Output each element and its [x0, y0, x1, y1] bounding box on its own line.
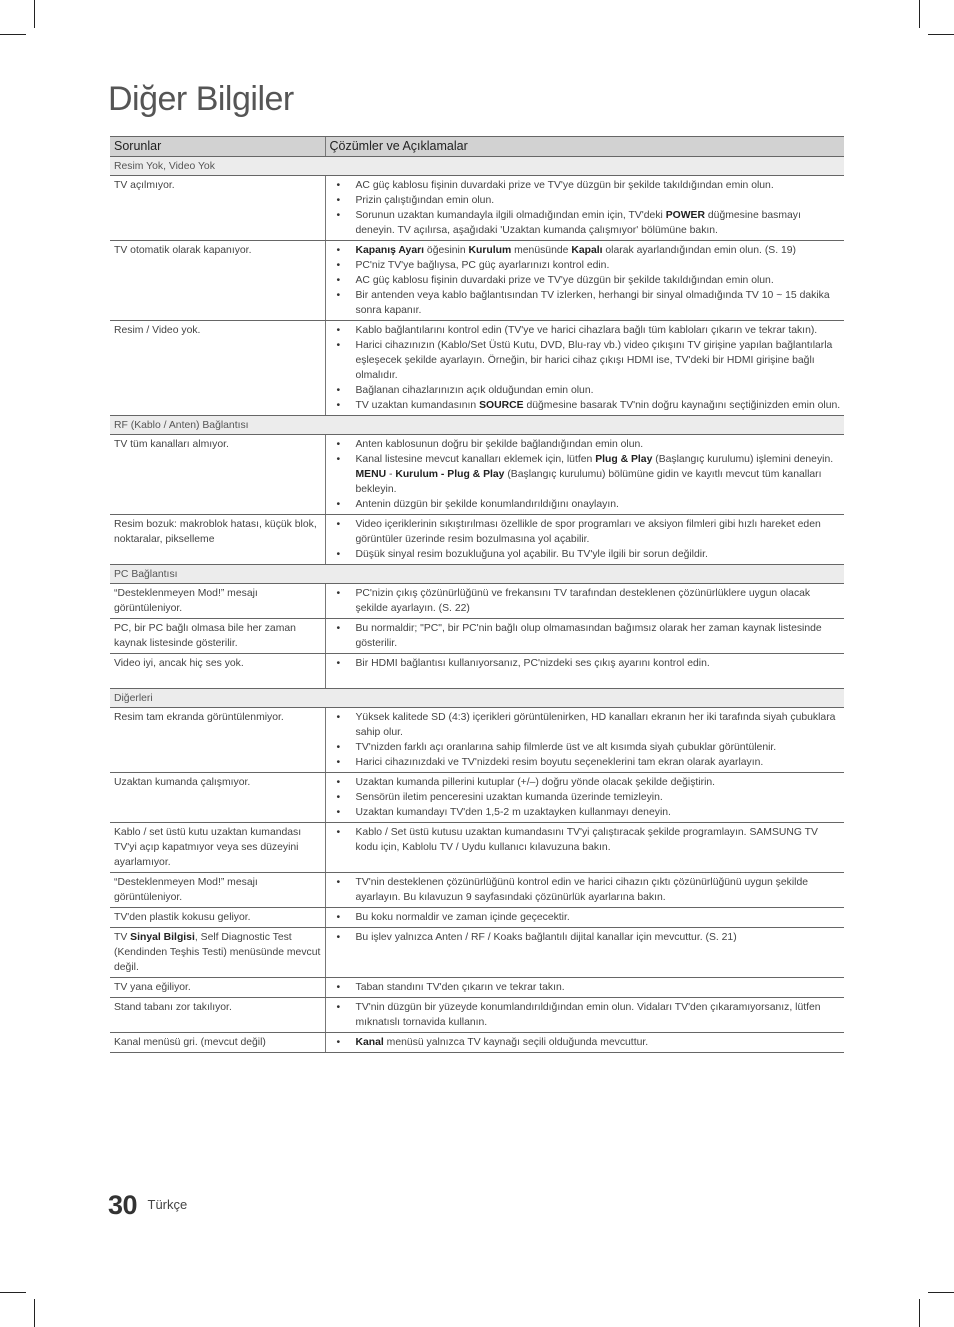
solution-item: • Video içeriklerinin sıkıştırılması özellikle de spor programları ve aksiyon filmleri gibi hızlı hareket eden görüntüler üzerinde resim bozulmasına yol açabilir.: [326, 517, 843, 547]
table-row: [110, 619, 844, 654]
table-header-row: [110, 137, 844, 157]
page-language: Türkçe: [147, 1197, 188, 1212]
problem-cell: TV otomatik olarak kapanıyor.: [110, 241, 325, 321]
problem-cell: Video iyi, ancak hiç ses yok.: [110, 654, 325, 689]
problem-cell: “Desteklenmeyen Mod!” mesajı görüntüleniyor.: [110, 584, 325, 619]
solution-item: • Bu koku normaldir ve zaman içinde geçecektir.: [326, 910, 843, 925]
solution-item: • Harici cihazınızın (Kablo/Set Üstü Kutu, DVD, Blu-ray vb.) video çıkışını TV girişine yapılan bağlantılarla eşleşecek şekilde ayarlayın. Örneğin, bir harici cihaz çıkışı HDMI ise, TV'deki bir HDMI girişine bağlı olmalıdır.: [326, 338, 843, 383]
table-row: [110, 176, 844, 241]
bold-term: POWER: [665, 210, 705, 221]
solution-list: [326, 825, 843, 855]
crop-mark: [0, 34, 26, 35]
solutions-cell: [325, 654, 844, 689]
problem-cell: Resim tam ekranda görüntülenmiyor.: [110, 708, 325, 773]
solution-list: [326, 243, 843, 318]
solutions-cell: [325, 321, 844, 416]
bold-term: Sinyal Bilgisi: [130, 932, 195, 943]
solution-list: [326, 621, 843, 651]
solution-item: • Kablo bağlantılarını kontrol edin (TV'ye ve harici cihazlara bağlı tüm kabloları çıkarın ve tekrar takın).: [326, 323, 843, 338]
solution-item: • TV uzaktan kumandasının SOURCE düğmesine basarak TV'nin doğru kaynağını seçtiğinizden emin olun.: [326, 398, 843, 413]
solution-item: • Antenin düzgün bir şekilde konumlandırıldığını onaylayın.: [326, 497, 843, 512]
table-row: [110, 773, 844, 823]
solutions-cell: [325, 241, 844, 321]
solutions-cell: [325, 873, 844, 908]
solutions-cell: [325, 515, 844, 565]
page-footer: [108, 1190, 187, 1221]
bold-term: Plug & Play: [595, 454, 653, 465]
table-row: [110, 908, 844, 928]
solution-list: [326, 875, 843, 905]
solution-item: • Düşük sinyal resim bozukluğuna yol açabilir. Bu TV'yle ilgili bir sorun değildir.: [326, 547, 843, 562]
solution-item: • Uzaktan kumandayı TV'den 1,5-2 m uzaktayken kullanmayı deneyin.: [326, 805, 843, 820]
solution-item: • TV'nin desteklenen çözünürlüğünü kontrol edin ve harici cihazın çıktı çözünürlüğünü uygun şekilde ayarlayın. Bu kılavuzun 9 sayfasındaki çözünürlük ayarlarına bakın.: [326, 875, 843, 905]
solution-item: • Kapanış Ayarı öğesinin Kurulum menüsünde Kapalı olarak ayarlandığından emin olun. (S. 19): [326, 243, 843, 258]
table-body: [110, 157, 844, 1053]
solution-list: [326, 323, 843, 413]
bold-term: Kapanış Ayarı: [355, 245, 425, 256]
crop-mark: [0, 1292, 26, 1293]
solution-list: [326, 586, 843, 616]
solutions-cell: [325, 619, 844, 654]
bold-term: Kanal: [355, 1037, 384, 1048]
bold-term: Kapalı: [571, 245, 603, 256]
solution-list: [326, 517, 843, 562]
solutions-cell: [325, 435, 844, 515]
solution-item: • TV'nizden farklı açı oranlarına sahip filmlerde üst ve alt kısımda siyah çubuklar görüntülenir.: [326, 740, 843, 755]
solution-list: [326, 656, 843, 671]
problem-cell: PC, bir PC bağlı olmasa bile her zaman kaynak listesinde gösterilir.: [110, 619, 325, 654]
problem-cell: TV Sinyal Bilgisi, Self Diagnostic Test (Kendinden Teşhis Testi) menüsünde mevcut değil.: [110, 928, 325, 978]
table-row: [110, 928, 844, 978]
bold-term: Kurulum - Plug & Play: [395, 469, 505, 480]
solution-list: [326, 910, 843, 925]
bold-term: Kurulum: [468, 245, 512, 256]
solution-list: [326, 710, 843, 770]
solution-item: • Bu işlev yalnızca Anten / RF / Koaks bağlantılı dijital kanallar için mevcuttur. (S. 21): [326, 930, 843, 945]
table-row: [110, 1033, 844, 1053]
problem-cell: “Desteklenmeyen Mod!” mesajı görüntüleniyor.: [110, 873, 325, 908]
problem-cell: Kablo / set üstü kutu uzaktan kumandası TV'yi açıp kapatmıyor veya ses düzeyini ayarlamıyor.: [110, 823, 325, 873]
solution-item: • Sensörün iletim penceresini uzaktan kumanda üzerinde temizleyin.: [326, 790, 843, 805]
solution-item: • Bağlanan cihazlarınızın açık olduğundan emin olun.: [326, 383, 843, 398]
solution-item: • Yüksek kalitede SD (4:3) içerikleri görüntülenirken, HD kanalları ekranın her iki tarafında siyah çubuklara sahip olur.: [326, 710, 843, 740]
solution-list: [326, 930, 843, 945]
crop-mark: [34, 0, 35, 28]
table-row: [110, 584, 844, 619]
section-row: [110, 565, 844, 584]
solution-item: • AC güç kablosu fişinin duvardaki prize ve TV'ye düzgün bir şekilde takıldığından emin olun.: [326, 273, 843, 288]
bold-term: MENU: [355, 469, 387, 480]
problem-cell: Resim bozuk: makroblok hatası, küçük blok, noktaralar, pikselleme: [110, 515, 325, 565]
solution-item: • Kanal menüsü yalnızca TV kaynağı seçili olduğunda mevcuttur.: [326, 1035, 843, 1050]
crop-mark: [928, 1292, 954, 1293]
solution-item: • Uzaktan kumanda pillerini kutuplar (+/–) doğru yönde olacak şekilde değiştirin.: [326, 775, 843, 790]
solution-list: [326, 1000, 843, 1030]
crop-mark: [928, 34, 954, 35]
solution-item: • Prizin çalıştığından emin olun.: [326, 193, 843, 208]
solutions-cell: [325, 176, 844, 241]
solution-item: • Anten kablosunun doğru bir şekilde bağlandığından emin olun.: [326, 437, 843, 452]
solution-item: • TV'nin düzgün bir yüzeyde konumlandırıldığından emin olun. Vidaları TV'den çıkaramıyorsanız, lütfen mıknatıslı tornavida kullanın.: [326, 1000, 843, 1030]
problem-cell: Uzaktan kumanda çalışmıyor.: [110, 773, 325, 823]
solution-item: • Sorunun uzaktan kumandayla ilgili olmadığından emin için, TV'deki POWER düğmesine basmayı deneyin. TV açılırsa, aşağıdaki 'Uzaktan kumanda çalışmıyor' bölümüne bakın.: [326, 208, 843, 238]
table-row: [110, 515, 844, 565]
section-label: PC Bağlantısı: [110, 565, 844, 584]
crop-mark: [919, 1299, 920, 1327]
crop-mark: [34, 1299, 35, 1327]
problem-cell: TV'den plastik kokusu geliyor.: [110, 908, 325, 928]
problem-cell: TV açılmıyor.: [110, 176, 325, 241]
header-problems: Sorunlar: [110, 137, 325, 157]
section-row: [110, 416, 844, 435]
table-row: [110, 978, 844, 998]
page-title: Diğer Bilgiler: [108, 80, 294, 118]
table-row: [110, 998, 844, 1033]
solution-item: • PC'nizin çıkış çözünürlüğünü ve frekansını TV tarafından desteklenen çözünürlüklere uygun olacak şekilde ayarlayın. (S. 22): [326, 586, 843, 616]
problem-cell: TV tüm kanalları almıyor.: [110, 435, 325, 515]
bold-term: SOURCE: [479, 400, 524, 411]
solutions-cell: [325, 1033, 844, 1053]
problem-cell: Kanal menüsü gri. (mevcut değil): [110, 1033, 325, 1053]
header-solutions: Çözümler ve Açıklamalar: [325, 137, 844, 157]
solutions-cell: [325, 928, 844, 978]
section-row: [110, 157, 844, 176]
solutions-cell: [325, 978, 844, 998]
solutions-cell: [325, 998, 844, 1033]
table-row: [110, 823, 844, 873]
table-row: [110, 708, 844, 773]
solution-list: [326, 437, 843, 512]
solutions-cell: [325, 584, 844, 619]
solutions-cell: [325, 908, 844, 928]
solution-item: • Bir antenden veya kablo bağlantısından TV izlerken, herhangi bir sinyal olmadığında TV 10 ~ 15 dakika sonra kapanır.: [326, 288, 843, 318]
solution-item: • Bu normaldir; "PC", bir PC'nin bağlı olup olmamasından bağımsız olarak her zaman kaynak listesinde gösterilir.: [326, 621, 843, 651]
table-row: [110, 435, 844, 515]
table-row: [110, 321, 844, 416]
section-row: [110, 689, 844, 708]
crop-mark: [919, 0, 920, 28]
solution-item: • Bir HDMI bağlantısı kullanıyorsanız, PC'nizdeki ses çıkış ayarını kontrol edin.: [326, 656, 843, 671]
problem-cell: TV yana eğiliyor.: [110, 978, 325, 998]
section-label: RF (Kablo / Anten) Bağlantısı: [110, 416, 844, 435]
solution-item: • Kablo / Set üstü kutusu uzaktan kumandasını TV'yi çalıştıracak şekilde programlayın. SAMSUNG TV kodu için, Kablolu TV / Uydu kullanıcı kılavuzuna bakın.: [326, 825, 843, 855]
solution-list: [326, 980, 843, 995]
table-row: [110, 873, 844, 908]
problem-cell: Resim / Video yok.: [110, 321, 325, 416]
solutions-cell: [325, 773, 844, 823]
problem-cell: Stand tabanı zor takılıyor.: [110, 998, 325, 1033]
solutions-cell: [325, 708, 844, 773]
page-number: 30: [108, 1190, 138, 1220]
troubleshooting-table: [110, 136, 844, 1053]
section-label: Diğerleri: [110, 689, 844, 708]
solution-item: • Taban standını TV'den çıkarın ve tekrar takın.: [326, 980, 843, 995]
solutions-cell: [325, 823, 844, 873]
solution-list: [326, 1035, 843, 1050]
solution-list: [326, 775, 843, 820]
table-row: [110, 241, 844, 321]
solution-list: [326, 178, 843, 238]
table-row: [110, 654, 844, 689]
solution-item: • AC güç kablosu fişinin duvardaki prize ve TV'ye düzgün bir şekilde takıldığından emin olun.: [326, 178, 843, 193]
solution-item: • Harici cihazınızdaki ve TV'nizdeki resim boyutu seçeneklerini tam ekran olarak ayarlayın.: [326, 755, 843, 770]
solution-item: • PC'niz TV'ye bağlıysa, PC güç ayarlarınızı kontrol edin.: [326, 258, 843, 273]
solution-item: • Kanal listesine mevcut kanalları eklemek için, lütfen Plug & Play (Başlangıç kurulumu) işlemini deneyin. MENU - Kurulum - Plug & Play (Başlangıç kurulumu) bölümüne gidin ve kayıtlı mevcut tüm kanalları bekleyin.: [326, 452, 843, 497]
section-label: Resim Yok, Video Yok: [110, 157, 844, 176]
